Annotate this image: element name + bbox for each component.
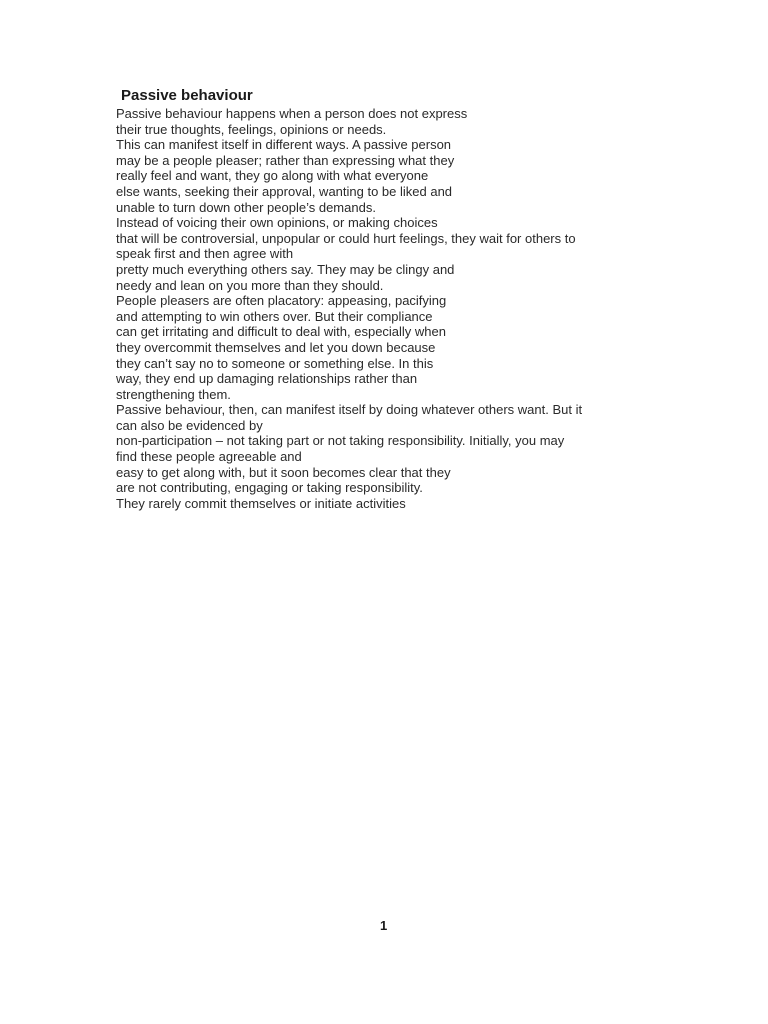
text-line: pretty much everything others say. They may be clingy and [116,261,455,277]
text-line: they overcommit themselves and let you down because [116,339,436,355]
text-line: People pleasers are often placatory: appeasing, pacifying [116,293,447,309]
text-line: Passive behaviour, then, can manifest itself by doing whatever others want. But it [116,402,583,418]
text-line: They rarely commit themselves or initiate activities [116,495,406,511]
text-line: they can’t say no to someone or something else. In this [116,355,434,371]
text-line: can also be evidenced by [116,417,263,433]
text-line: and attempting to win others over. But their compliance [116,308,433,324]
page-number: 1 [380,918,388,933]
text-line: speak first and then agree with [116,246,294,262]
text-line: needy and lean on you more than they should. [116,277,384,293]
text-line: find these people agreeable and [116,449,302,465]
text-line: else wants, seeking their approval, wanting to be liked and [116,183,453,199]
text-line: non-participation – not taking part or not taking responsibility. Initially, you may [116,433,565,449]
text-line: Instead of voicing their own opinions, or making choices [116,215,438,231]
text-line: really feel and want, they go along with what everyone [116,168,429,184]
text-line: strengthening them. [116,386,231,402]
text-line: may be a people pleaser; rather than expressing what they [116,152,455,168]
text-line: way, they end up damaging relationships rather than [116,371,418,387]
text-line: This can manifest itself in different ways. A passive person [116,137,452,153]
text-line: Passive behaviour happens when a person does not express [116,106,468,121]
text-line: unable to turn down other people’s demands. [116,199,376,215]
text-line: easy to get along with, but it soon becomes clear that they [116,464,451,480]
section-heading: Passive behaviour [121,87,253,104]
text-line: that will be controversial, unpopular or could hurt feelings, they wait for others to [116,230,576,246]
text-line: their true thoughts, feelings, opinions or needs. [116,121,387,137]
text-line: can get irritating and difficult to deal with, especially when [116,324,447,340]
text-line: are not contributing, engaging or taking responsibility. [116,480,423,496]
body-paragraph [116,106,582,511]
